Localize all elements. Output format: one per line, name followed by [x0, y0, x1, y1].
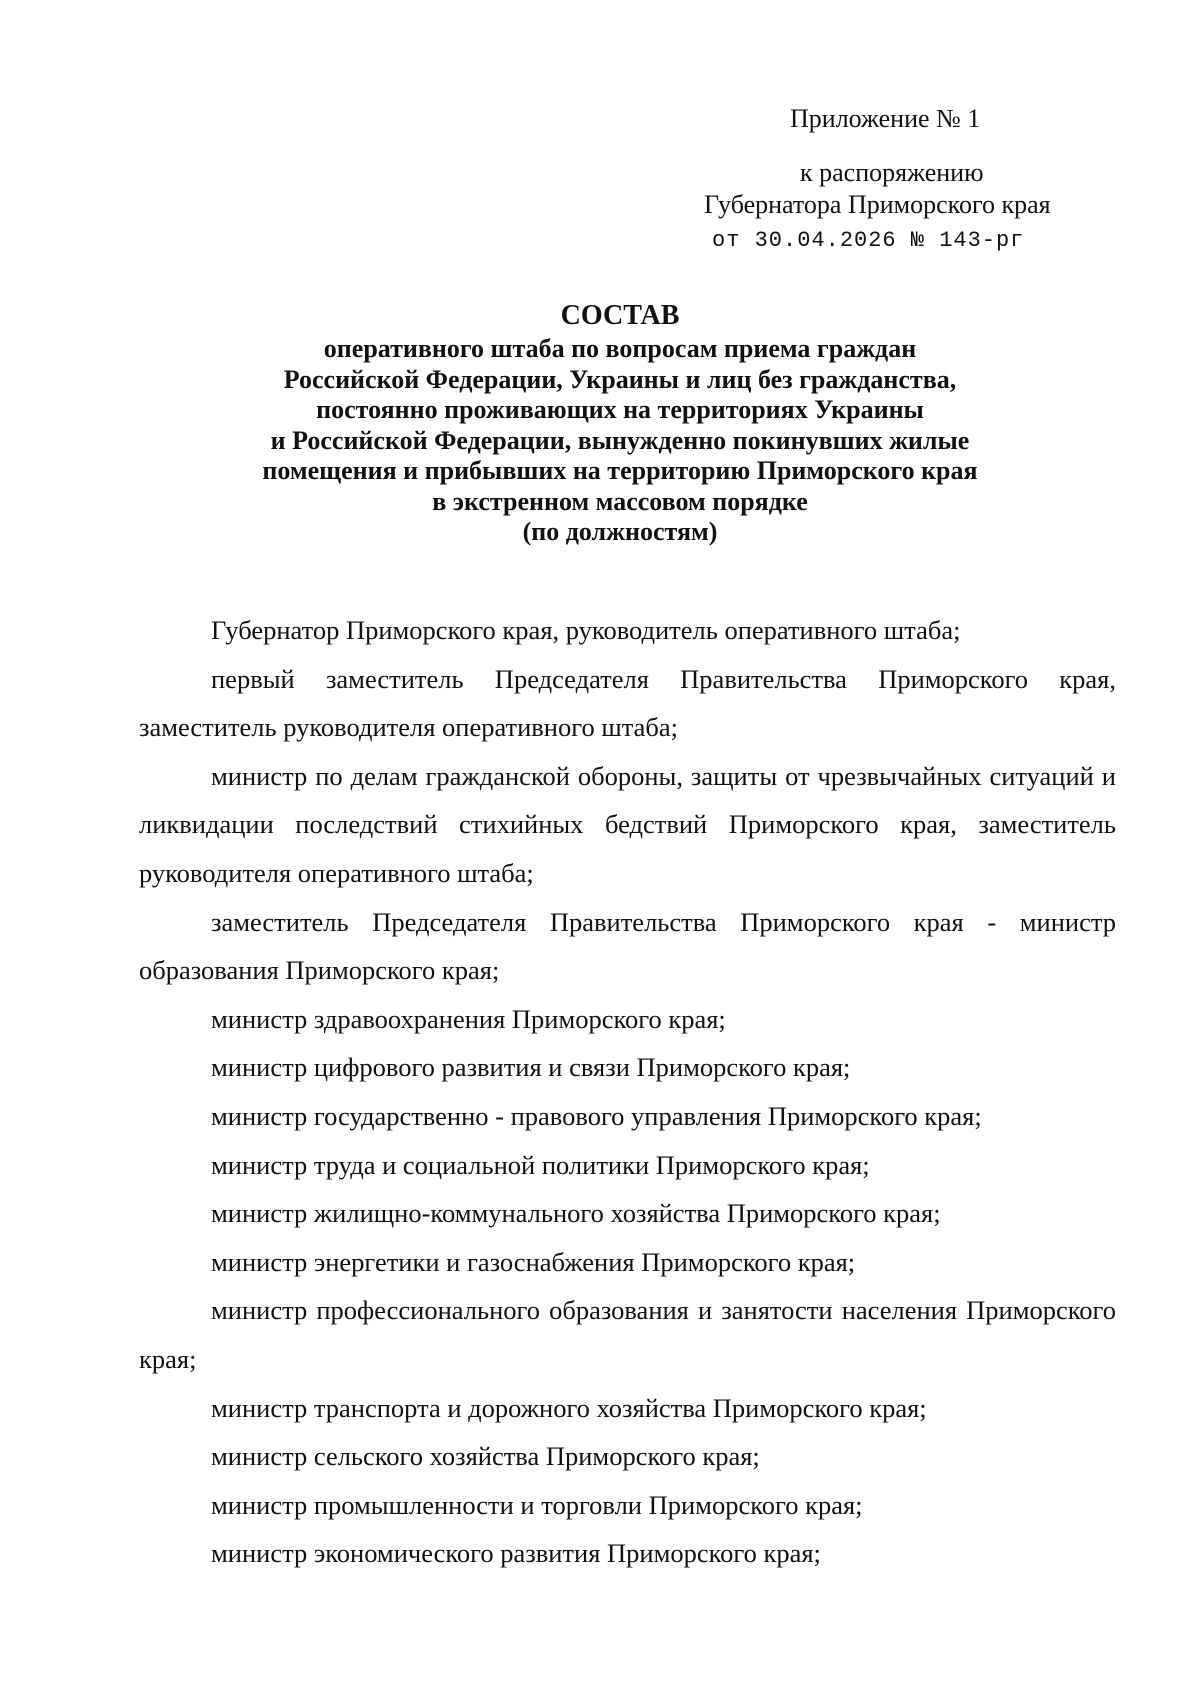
member-item: министр энергетики и газоснабжения Приморского края; [211, 1246, 856, 1277]
order-date-number: от 30.04.2026 № 143-рг [712, 228, 1025, 253]
document-title: СОСТАВ [560, 300, 680, 331]
member-item: министр труда и социальной политики Приморского края; [211, 1149, 870, 1180]
title-line: постоянно проживающих на территориях Украины [316, 395, 924, 424]
attachment-number: Приложение № 1 [790, 104, 981, 133]
member-item: министр здравоохранения Приморского края; [211, 1003, 726, 1034]
member-item: министр жилищно-коммунального хозяйства Приморского края; [211, 1198, 941, 1229]
title-line: в экстренном массовом порядке [432, 486, 808, 516]
member-item: министр по делам гражданской обороны, защиты от чрезвычайных ситуаций и ликвидации последствий стихийных бедствий Приморского края, заместитель руководителя оперативного штаба; [139, 760, 1116, 888]
title-line: Российской Федерации, Украины и лиц без гражданства, [283, 364, 957, 394]
member-item: заместитель Председателя Правительства Приморского края - министр образования Приморского края; [139, 906, 1116, 986]
member-item: министр профессионального образования и занятости населения Приморского края; [139, 1295, 1116, 1374]
member-item: министр государственно - правового управления Приморского края; [211, 1100, 982, 1131]
order-reference: к распоряжению [800, 158, 984, 187]
member-item: министр цифрового развития и связи Приморского края; [211, 1052, 851, 1083]
member-item: министр экономического развития Приморского края; [211, 1538, 821, 1569]
title-line: помещения и прибывших на территорию Приморского края [262, 456, 978, 485]
title-line: и Российской Федерации, вынужденно покинувших жилые [270, 425, 970, 455]
order-issuer: Губернатора Приморского края [704, 190, 1051, 219]
member-item: первый заместитель Председателя Правительства Приморского края, заместитель руководителя оперативного штаба; [139, 663, 1116, 743]
document-title-block [130, 298, 1110, 548]
member-item: министр транспорта и дорожного хозяйства Приморского края; [211, 1392, 927, 1423]
member-item: Губернатор Приморского края, руководитель оперативного штаба; [211, 615, 961, 645]
title-line: (по должностям) [522, 517, 718, 546]
member-item: министр промышленности и торговли Приморского края; [211, 1489, 863, 1520]
members-list [139, 606, 1116, 1578]
member-item: министр сельского хозяйства Приморского края; [211, 1441, 760, 1472]
title-line: оперативного штаба по вопросам приема граждан [323, 334, 917, 363]
